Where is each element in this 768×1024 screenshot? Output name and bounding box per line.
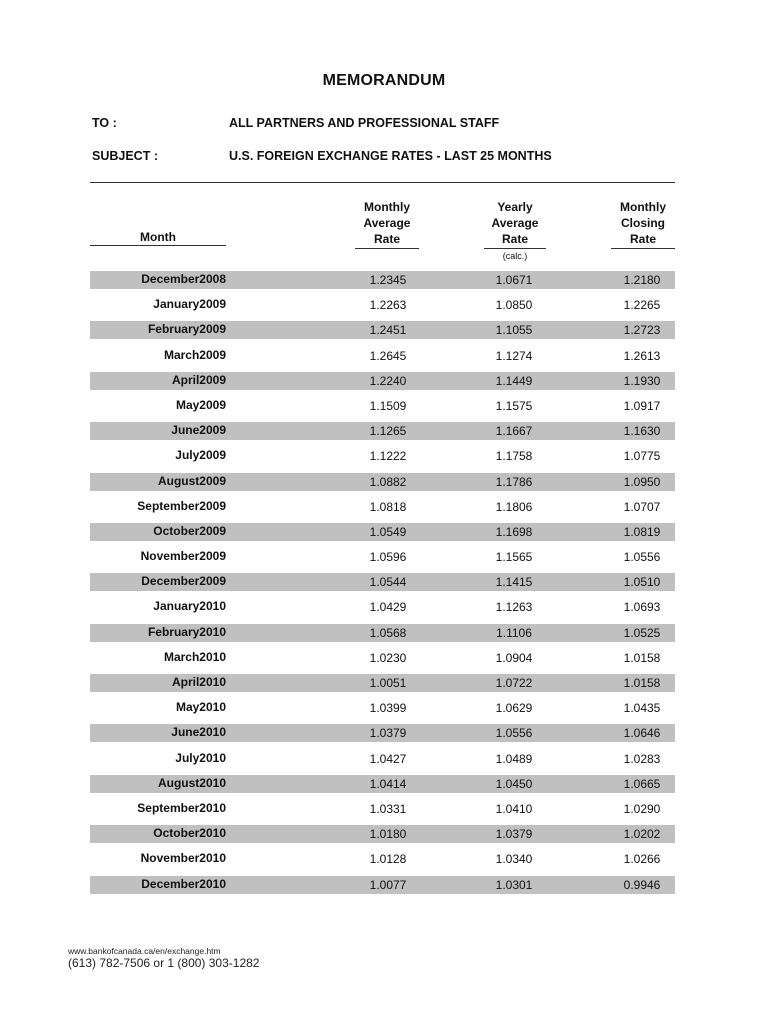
monthly-average-cell: 1.0818 xyxy=(369,499,407,514)
yearly-average-cell: 1.1758 xyxy=(495,449,533,464)
month-cell: October2010 xyxy=(153,826,226,841)
calc-note: (calc.) xyxy=(502,251,528,261)
month-cell: May2010 xyxy=(175,700,226,715)
monthly-average-cell: 1.0427 xyxy=(369,751,407,766)
yearly-average-cell: 1.1565 xyxy=(495,550,533,565)
month-cell: March2009 xyxy=(163,347,226,362)
monthly-average-cell: 1.0544 xyxy=(369,575,407,590)
table-row xyxy=(90,422,675,440)
table-row xyxy=(90,397,675,415)
monthly-average-cell: 1.1265 xyxy=(369,424,407,439)
yearly-average-cell: 1.0489 xyxy=(495,751,533,766)
header-divider xyxy=(90,182,675,183)
yearly-average-cell: 1.1698 xyxy=(495,524,533,539)
exchange-rate-table xyxy=(90,271,675,901)
contact-phone: (613) 782-7506 or 1 (800) 303-1282 xyxy=(68,956,260,970)
table-row xyxy=(90,573,675,591)
monthly-average-cell: 1.0399 xyxy=(369,701,407,716)
yearly-average-cell: 1.1106 xyxy=(496,625,532,640)
monthly-average-cell: 1.0379 xyxy=(369,726,407,741)
table-row xyxy=(90,548,675,566)
month-cell: July2009 xyxy=(175,448,226,463)
month-cell: January2009 xyxy=(153,297,226,312)
yearly-average-cell: 1.1575 xyxy=(495,398,533,413)
monthly-closing-cell: 1.0283 xyxy=(623,751,661,766)
monthly-average-cell: 1.2240 xyxy=(369,373,407,388)
yearly-average-cell: 1.1786 xyxy=(495,474,533,489)
yearly-average-cell: 1.0410 xyxy=(495,801,533,816)
yearly-average-cell: 1.0379 xyxy=(495,827,533,842)
month-cell: December2009 xyxy=(141,574,226,589)
to-value: ALL PARTNERS AND PROFESSIONAL STAFF xyxy=(229,116,500,130)
table-row xyxy=(90,876,675,894)
column-header-line: Rate xyxy=(611,231,675,249)
monthly-closing-cell: 1.2613 xyxy=(623,348,661,363)
month-cell: January2010 xyxy=(153,599,226,614)
monthly-average-cell: 1.0128 xyxy=(369,852,407,867)
yearly-average-cell: 1.1415 xyxy=(495,575,533,590)
month-cell: September2010 xyxy=(137,800,226,815)
month-cell: April2010 xyxy=(171,675,226,689)
month-cell: June2009 xyxy=(171,423,226,438)
monthly-closing-cell: 1.0693 xyxy=(623,600,661,615)
monthly-average-cell: 1.1509 xyxy=(369,398,407,413)
monthly-closing-cell: 1.0435 xyxy=(623,701,661,716)
source-url: www.bankofcanada.ca/en/exchange.htm xyxy=(68,946,221,956)
table-row xyxy=(90,850,675,868)
table-row xyxy=(90,598,675,616)
month-cell: December2008 xyxy=(141,272,226,286)
to-label: TO : xyxy=(92,116,117,130)
monthly-average-cell: 1.2345 xyxy=(369,273,407,287)
column-header-line: Average xyxy=(363,216,411,230)
table-row xyxy=(90,649,675,667)
monthly-average-cell: 1.0331 xyxy=(369,801,407,816)
month-cell: April2009 xyxy=(171,372,226,387)
month-cell: June2010 xyxy=(171,725,226,740)
monthly-closing-cell: 1.0646 xyxy=(623,726,661,741)
table-row xyxy=(90,750,675,768)
monthly-closing-cell: 1.0665 xyxy=(623,776,661,791)
column-header-line: Average xyxy=(491,216,539,230)
column-header-yearly-average xyxy=(484,199,546,249)
table-row xyxy=(90,825,675,843)
table-row xyxy=(90,296,675,314)
memo-title: MEMORANDUM xyxy=(322,72,446,89)
monthly-average-cell: 1.0230 xyxy=(369,650,407,665)
table-row xyxy=(90,447,675,465)
monthly-average-cell: 1.1222 xyxy=(369,449,407,464)
monthly-closing-cell: 1.0556 xyxy=(623,550,661,565)
month-cell: August2010 xyxy=(157,775,226,790)
column-header-line: Closing xyxy=(621,216,665,230)
monthly-closing-cell: 1.1930 xyxy=(623,373,661,388)
table-row xyxy=(90,347,675,365)
table-row xyxy=(90,498,675,516)
month-cell: November2010 xyxy=(140,851,226,866)
monthly-average-cell: 1.0414 xyxy=(369,776,407,791)
yearly-average-cell: 1.0904 xyxy=(495,650,533,665)
monthly-closing-cell: 1.0290 xyxy=(623,801,661,816)
table-row xyxy=(90,800,675,818)
column-header-monthly-closing xyxy=(611,199,675,249)
subject-value: U.S. FOREIGN EXCHANGE RATES - LAST 25 MONTHS xyxy=(229,149,552,163)
column-header-month: Month xyxy=(90,230,226,246)
monthly-average-cell: 1.2263 xyxy=(369,298,407,313)
column-header-monthly-average xyxy=(355,199,419,249)
monthly-closing-cell: 1.2723 xyxy=(623,323,661,338)
monthly-closing-cell: 1.1630 xyxy=(623,424,661,439)
monthly-closing-cell: 1.0775 xyxy=(623,449,661,464)
monthly-average-cell: 1.0429 xyxy=(369,600,407,615)
yearly-average-cell: 1.1667 xyxy=(495,424,533,439)
yearly-average-cell: 1.0671 xyxy=(495,273,533,287)
month-cell: July2010 xyxy=(175,750,226,765)
yearly-average-cell: 1.1449 xyxy=(495,373,533,388)
table-row xyxy=(90,724,675,742)
month-cell: March2010 xyxy=(163,649,226,664)
yearly-average-cell: 1.1055 xyxy=(495,323,533,338)
month-cell: October2009 xyxy=(153,523,226,538)
table-row xyxy=(90,321,675,339)
monthly-average-cell: 1.0051 xyxy=(369,676,407,690)
monthly-closing-cell: 1.0202 xyxy=(623,827,661,842)
monthly-average-cell: 1.0180 xyxy=(369,827,407,842)
yearly-average-cell: 1.0722 xyxy=(495,676,533,690)
subject-label: SUBJECT : xyxy=(92,149,158,163)
monthly-average-cell: 1.2451 xyxy=(369,323,407,338)
monthly-closing-cell: 1.0917 xyxy=(623,398,661,413)
monthly-average-cell: 1.0077 xyxy=(369,877,407,892)
yearly-average-cell: 1.0556 xyxy=(495,726,533,741)
monthly-closing-cell: 1.2265 xyxy=(623,298,661,313)
yearly-average-cell: 1.0850 xyxy=(495,298,533,313)
monthly-closing-cell: 1.0950 xyxy=(623,474,661,489)
monthly-closing-cell: 1.2180 xyxy=(623,273,661,287)
monthly-average-cell: 1.2645 xyxy=(369,348,407,363)
column-header-line: Monthly xyxy=(620,200,666,214)
month-cell: December2010 xyxy=(141,876,226,891)
month-cell: February2010 xyxy=(147,624,226,639)
monthly-average-cell: 1.0568 xyxy=(369,625,407,640)
yearly-average-cell: 1.0629 xyxy=(495,701,533,716)
yearly-average-cell: 1.0340 xyxy=(495,852,533,867)
table-row xyxy=(90,372,675,390)
table-row xyxy=(90,624,675,642)
monthly-average-cell: 1.0882 xyxy=(369,474,407,489)
monthly-average-cell: 1.0596 xyxy=(369,550,407,565)
monthly-closing-cell: 1.0819 xyxy=(623,524,661,539)
monthly-closing-cell: 1.0266 xyxy=(623,852,661,867)
table-row xyxy=(90,523,675,541)
table-row xyxy=(90,699,675,717)
table-row xyxy=(90,674,675,692)
yearly-average-cell: 1.0450 xyxy=(495,776,533,791)
column-header-line: Yearly xyxy=(497,200,533,214)
month-cell: September2009 xyxy=(137,498,226,513)
column-header-line: Rate xyxy=(355,231,419,249)
month-cell: August2009 xyxy=(157,473,226,488)
monthly-closing-cell: 1.0510 xyxy=(623,575,661,590)
monthly-closing-cell: 1.0525 xyxy=(623,625,661,640)
table-row xyxy=(90,271,675,289)
yearly-average-cell: 1.0301 xyxy=(495,877,533,892)
monthly-closing-cell: 1.0707 xyxy=(623,499,661,514)
monthly-average-cell: 1.0549 xyxy=(369,524,407,539)
yearly-average-cell: 1.1806 xyxy=(495,499,533,514)
column-header-line: Rate xyxy=(484,231,546,249)
month-cell: May2009 xyxy=(175,397,226,412)
column-header-line: Monthly xyxy=(364,200,410,214)
table-row xyxy=(90,775,675,793)
table-row xyxy=(90,473,675,491)
yearly-average-cell: 1.1274 xyxy=(495,348,533,363)
monthly-closing-cell: 1.0158 xyxy=(623,676,661,690)
yearly-average-cell: 1.1263 xyxy=(495,600,533,615)
month-cell: February2009 xyxy=(147,322,226,337)
month-cell: November2009 xyxy=(140,549,226,564)
monthly-closing-cell: 1.0158 xyxy=(623,650,661,665)
monthly-closing-cell: 0.9946 xyxy=(623,877,661,892)
